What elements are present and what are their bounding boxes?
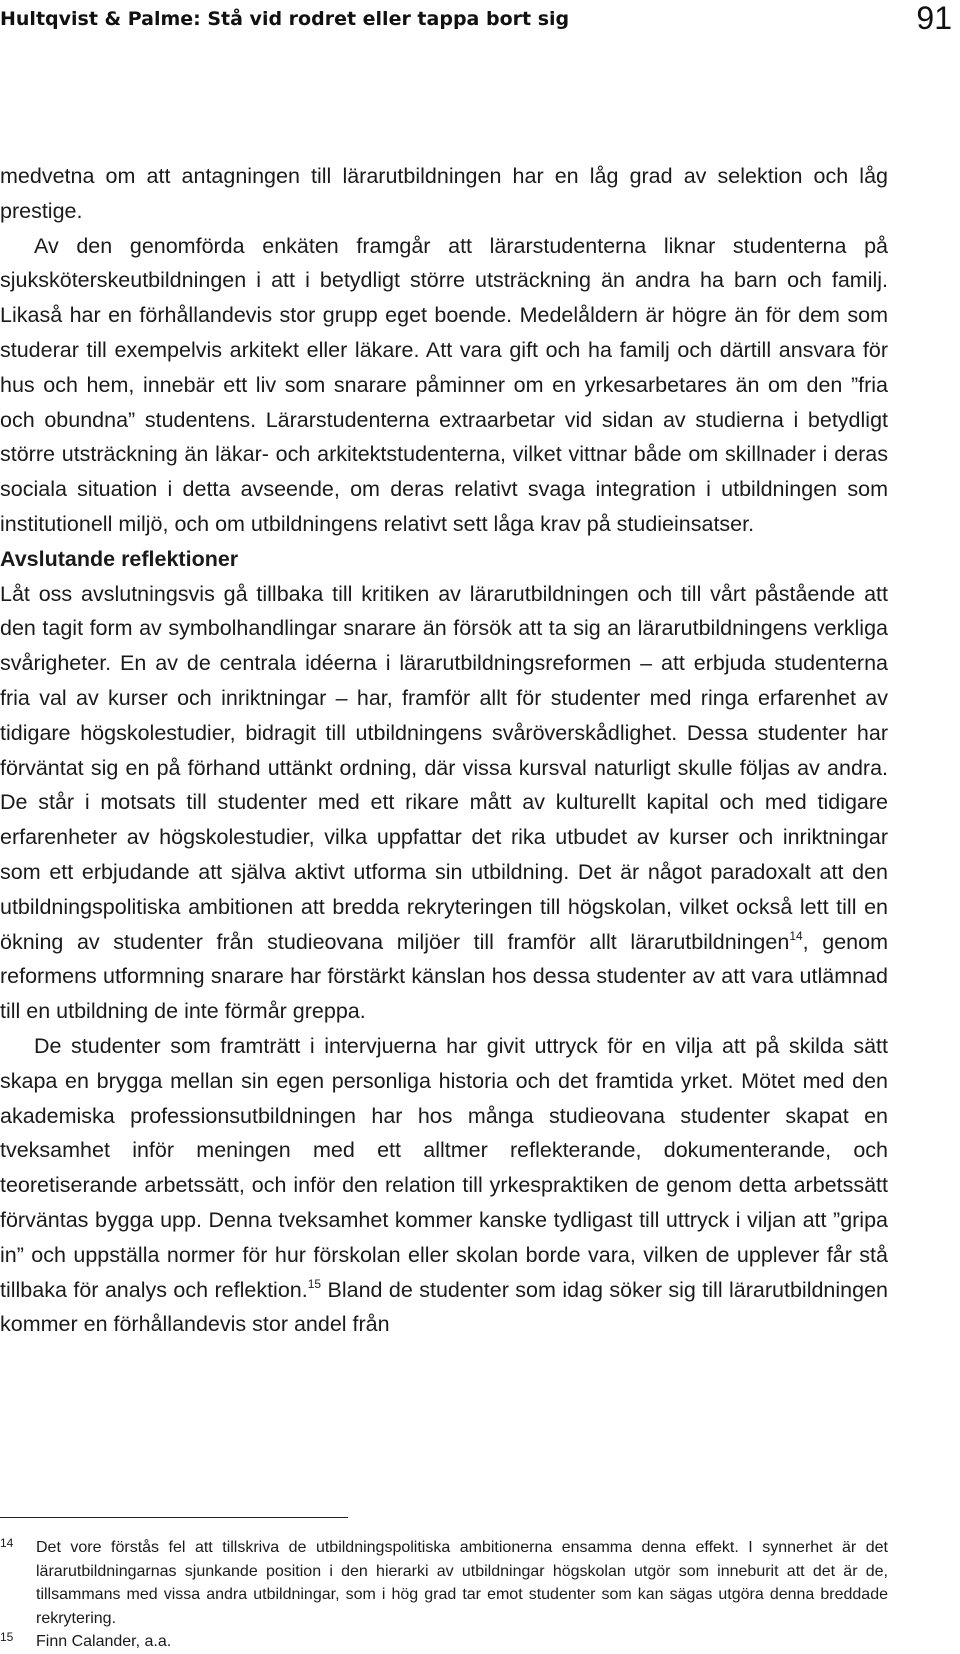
paragraph-text: Låt oss avslutningsvis gå tillbaka till kritiken av lärarutbildningen och till vårt påstående att den tagit form av symbolhandlingar snarare än försök att ta sig an lärarutbildningens verkliga svårigheter. En av de centrala idéerna i lärarutbildningsreformen – att erbjuda studenterna fria val av kurser och inriktningar – har, framför allt för studenter med ringa erfarenhet av tidigare högskolestudier, bidragit till utbildningens svåröverskådlighet. Dessa studenter har förväntat sig en på förhand uttänkt ordning, där vissa kursval naturligt skulle följas av andra. De står i motsats till studenter med ett rikare mått av kulturellt kapital och med tidigare erfarenheter av högskolestudier, vilka uppfattar det rika utbudet av kurser och inriktningar som ett erbjudande att själva aktivt utforma sin utbildning. Det är något paradoxalt att den utbildningspolitiska ambitionen att bredda rekryteringen till högskolan, vilket också lett till en ökning av studenter från studieovana miljöer till framför allt lärarutbildningen bbox=[0, 581, 888, 954]
footnote bbox=[0, 1630, 888, 1654]
paragraph bbox=[0, 1029, 888, 1342]
section-heading: Avslutande reflektioner bbox=[0, 546, 239, 571]
paragraph bbox=[0, 577, 888, 1029]
body-text bbox=[0, 159, 888, 1342]
footnote-ref[interactable]: 14 bbox=[789, 928, 803, 943]
footnote-text: Det vore förstås fel att tillskriva de utbildningspolitiska ambitionerna ensamma denna effekt. I synnerhet är det lärarutbildningarnas sjunkande position i den hierarki av utbildningar högskolan utgör som inneburit att det är de, tillsammans med vissa andra utbildningar, som i hög grad tar emot studenter som kan sägas utgöra denna breddade rekrytering. bbox=[36, 1539, 888, 1627]
paragraph: Av den genomförda enkäten framgår att lärarstudenterna liknar studenterna på sjuksköterskeutbildningen i att i betydligt större utsträckning än andra ha barn och familj. Likaså har en förhållandevis stor grupp eget boende. Medelåldern är högre än för dem som studerar till exempelvis arkitekt eller läkare. Att vara gift och ha familj och därtill ansvara för hus och hem, innebär ett liv som snarare påminner om en yrkesarbetares än om den ”fria och obundna” studentens. Lärarstudenterna extraarbetar vid sidan av studierna i betydligt större utsträckning än läkar- och arkitektstudenterna, vilket vittnar både om skillnader i deras sociala situation i detta avseende, om deras relativt svaga integration i utbildningen som institutionell miljö, och om utbildningens relativt sett låga krav på studieinsatser. bbox=[0, 233, 888, 536]
footnote-number: 14 bbox=[0, 1536, 14, 1550]
footnote-divider bbox=[0, 1517, 348, 1518]
paragraph-text: De studenter som framträtt i intervjuerna har givit uttryck för en vilja att på skilda sätt skapa en brygga mellan sin egen personliga historia och det framtida yrket. Mötet med den akademiska professionsutbildningen har hos många studieovana studenter skapat en tveksamhet inför meningen med ett alltmer reflekterande, dokumenterande, och teoretiserande arbetssätt, och inför den relation till yrkespraktiken de genom detta arbetssätt förväntas bygga upp. Denna tveksamhet kommer kanske tydligast till uttryck i viljan att ”gripa in” och uppställa normer för hur förskolan eller skolan borde vara, vilken de upplever får stå tillbaka för analys och reflektion. bbox=[0, 1033, 888, 1302]
running-header bbox=[0, 0, 960, 36]
paragraph-text: Bland de studenter som idag söker sig till lärarutbildningen kommer en förhållandevis stor andel från bbox=[0, 1277, 888, 1337]
paragraph-text: , genom reformens utformning snarare har förstärkt känslan hos dessa studenter av att vara utlämnad till en utbildning de inte förmår greppa. bbox=[0, 929, 888, 1024]
footnote-number: 15 bbox=[0, 1630, 14, 1644]
running-title: Hultqvist & Palme: Stå vid rodret eller tappa bort sig bbox=[0, 8, 570, 30]
footnote-text: Finn Calander, a.a. bbox=[36, 1633, 172, 1650]
footnote bbox=[0, 1536, 888, 1630]
footnotes bbox=[0, 1536, 888, 1654]
footnote-ref[interactable]: 15 bbox=[307, 1276, 322, 1291]
page-number: 91 bbox=[916, 0, 952, 36]
paragraph: medvetna om att antagningen till lärarutbildningen har en låg grad av selektion och låg prestige. bbox=[0, 164, 888, 223]
